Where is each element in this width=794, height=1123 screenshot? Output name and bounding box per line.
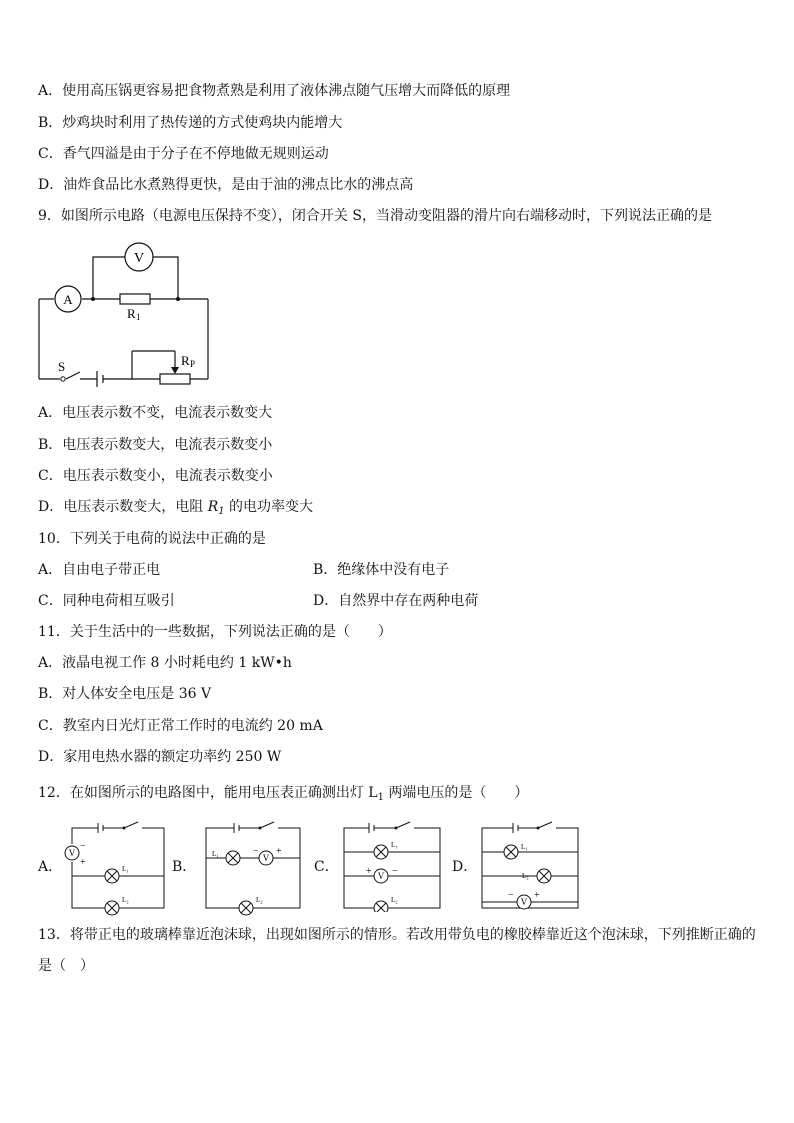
q10-stem: 10．下列关于电荷的说法中正确的是 (38, 531, 266, 547)
r1-subscript: 1 (136, 312, 141, 322)
svg-text:V: V (262, 853, 270, 863)
q12-label-a: A． (38, 859, 63, 875)
svg-text:+: + (80, 857, 86, 868)
q9-option-b: B．电压表示数变大，电流表示数变小 (38, 437, 273, 453)
meter-label: V (68, 848, 76, 858)
svg-text:V: V (520, 897, 528, 907)
q10-option-d: D．自然界中存在两种电荷 (313, 593, 479, 609)
q11-stem: 11．关于生活中的一些数据，下列说法正确的是（ ） (38, 624, 392, 640)
svg-text:−: − (508, 890, 514, 901)
q8-option-c: C．香气四溢是由于分子在不停地做无规则运动 (38, 146, 329, 162)
ammeter-label: A (63, 292, 73, 307)
q12-circuit-c (336, 820, 446, 912)
q10-option-b: B．绝缘体中没有电子 (313, 562, 450, 578)
r1-label: R (127, 306, 136, 321)
q10-option-c: C．同种电荷相互吸引 (38, 593, 175, 609)
q12-label-c: C． (314, 859, 339, 875)
svg-text:L₁: L₁ (521, 843, 528, 851)
q12-circuit-a (62, 818, 172, 918)
q9-circuit-diagram (36, 240, 226, 390)
q11-option-c: C．教室内日光灯正常工作时的电流约 20 mA (38, 718, 323, 734)
svg-text:L₂: L₂ (522, 872, 529, 880)
q12-label-b: B． (172, 859, 197, 875)
rp-subscript: P (190, 359, 196, 369)
svg-text:+: + (276, 846, 282, 857)
svg-text:V: V (377, 871, 385, 881)
svg-text:L₁: L₁ (391, 841, 398, 849)
lamp2-label: L₂ (122, 896, 129, 904)
q10-option-a: A．自由电子带正电 (38, 562, 161, 578)
svg-text:−: − (80, 841, 86, 852)
svg-text:−: − (253, 846, 259, 857)
q8-option-a: A．使用高压锅更容易把食物煮熟是利用了液体沸点随气压增大而降低的原理 (38, 83, 511, 99)
svg-text:−: − (392, 866, 398, 877)
svg-text:L₂: L₂ (256, 896, 263, 904)
lamp1-label: L₁ (122, 865, 129, 873)
q8-option-d: D．油炸食品比水煮熟得更快，是由于油的沸点比水的沸点高 (38, 177, 414, 193)
q9-stem: 9．如图所示电路（电源电压保持不变），闭合开关 S，当滑动变阻器的滑片向右端移动时，下列说法正确的是 (38, 208, 712, 224)
q9-option-d: D．电压表示数变大，电阻 $R_1$ 的电功率变大 (38, 499, 314, 517)
q13-stem-line2: 是（ ） (38, 958, 94, 974)
q9-option-c: C．电压表示数变小，电流表示数变小 (38, 468, 273, 484)
q11-option-b: B．对人体安全电压是 36 V (38, 686, 212, 702)
q13-stem-line1: 13．将带正电的玻璃棒靠近泡沫球，出现如图所示的情形。若改用带负电的橡胶棒靠近这个泡沫球，下列推断正确的 (38, 927, 756, 943)
switch-label: S (58, 359, 66, 374)
q12-label-d: D． (452, 859, 478, 875)
q11-option-d: D．家用电热水器的额定功率约 250 W (38, 749, 282, 765)
q12-circuit-d (474, 820, 584, 920)
voltmeter-label: V (133, 251, 145, 266)
q11-option-a: A．液晶电视工作 8 小时耗电约 1 kW•h (38, 655, 292, 671)
q9-option-a: A．电压表示数不变，电流表示数变大 (38, 405, 273, 421)
q12-stem: 12．在如图所示的电路图中，能用电压表正确测出灯 $L_1$ 两端电压的是（ ） (38, 785, 529, 803)
q8-option-b: B．炒鸡块时利用了热传递的方式使鸡块内能增大 (38, 115, 343, 131)
q12-circuit-b (198, 818, 308, 918)
svg-text:L₂: L₂ (391, 896, 398, 904)
rp-label: R (181, 353, 190, 368)
svg-text:L₁: L₁ (212, 850, 219, 858)
svg-text:+: + (534, 890, 540, 901)
svg-text:+: + (366, 866, 372, 877)
